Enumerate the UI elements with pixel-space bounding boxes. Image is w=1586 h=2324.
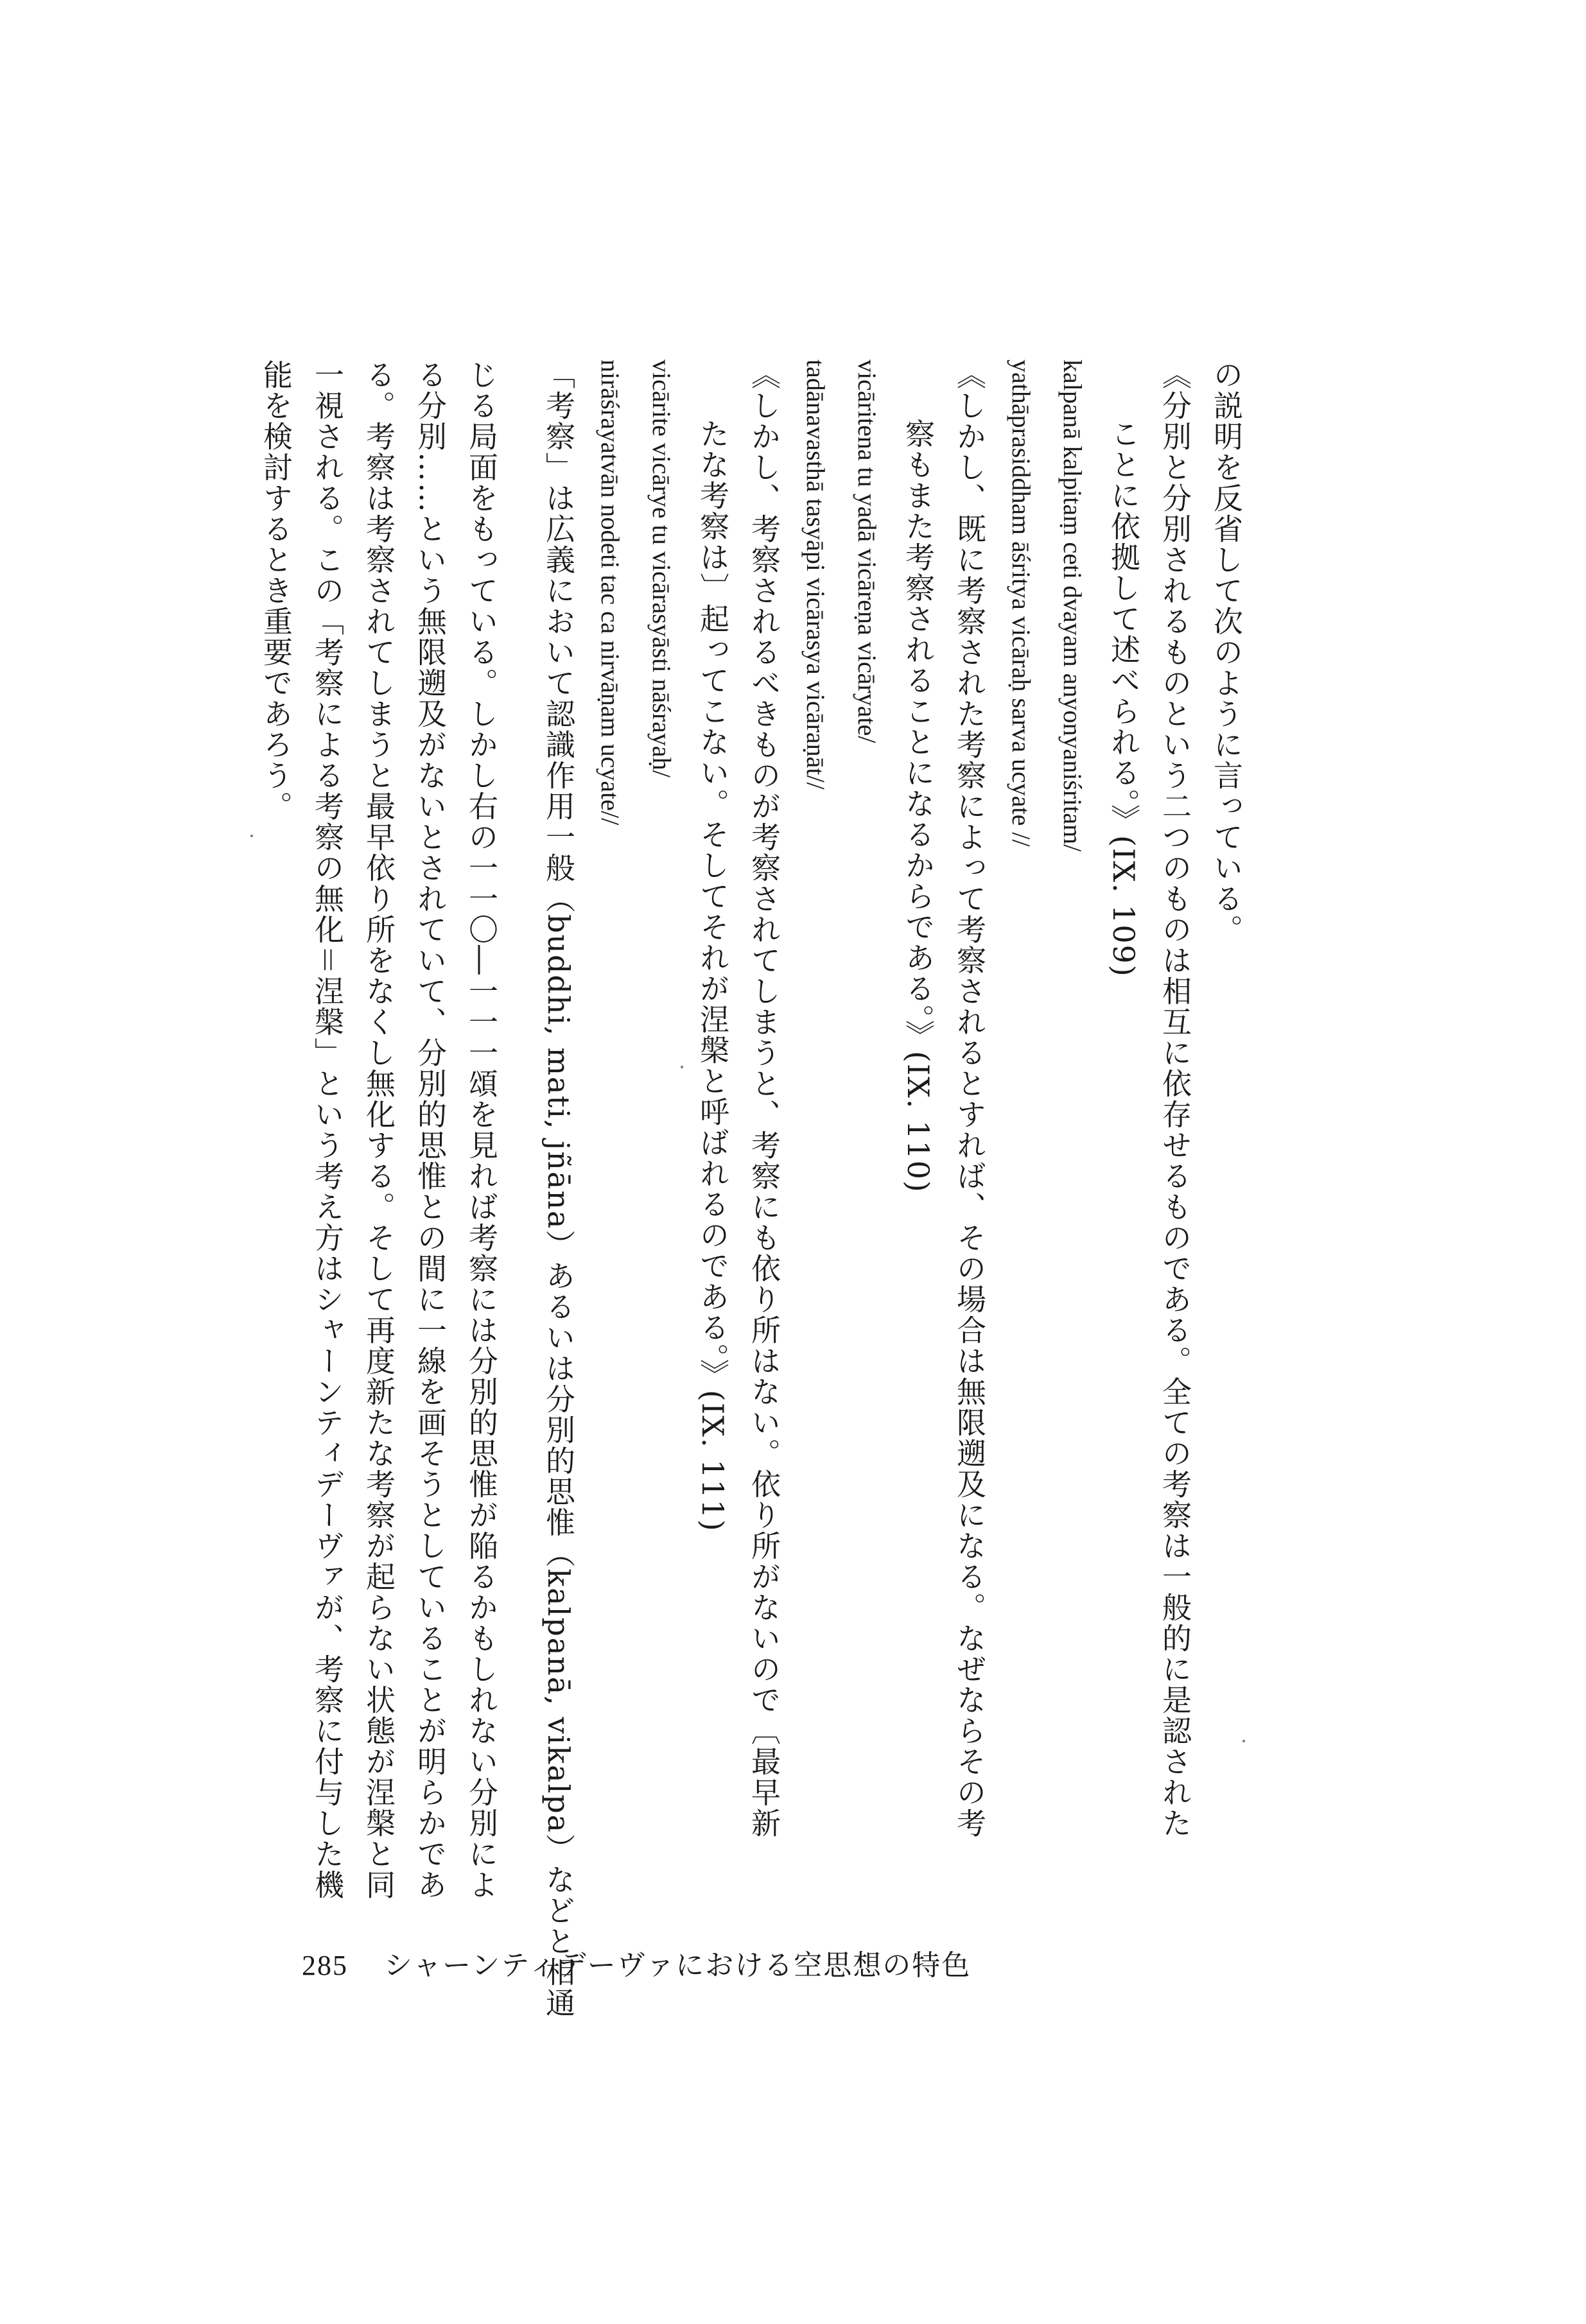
- verse-109-sanskrit-b: yathāprasiddham āśritya vicāraḥ sarva ucyate //: [1007, 360, 1036, 847]
- verse-109-translation: 《分別と分別されるものという二つのものは相互に依存せるものである。全ての考察は一般的に是認された: [1158, 360, 1192, 1839]
- verse-109-translation-cont: ことに依拠して述べられる。》(IX. 109): [1106, 419, 1141, 978]
- paragraph-line-1: 「考察」は広義において認識作用一般（buddhi, mati, jñāna）あるいは分別的思惟（kalpanā, vikalpa）などと相通: [541, 360, 576, 2019]
- verse-111-sanskrit-b: nirāśrayatvān nodeti tac ca nirvāṇam ucyate//: [596, 360, 625, 826]
- verse-111-sanskrit-a: vicārite vicārye tu vicārasyāsti nāśrayaḥ/: [647, 360, 676, 777]
- text-line-1: の説明を反省して次のように言っている。: [1209, 360, 1244, 945]
- paragraph-line-4: る。考察は考察されてしまうと最早依り所をなくし無化する。そして再度新たな考察が起らない状態が涅槃と同: [362, 360, 396, 1900]
- verse-110-translation-cont: 察もまた考察されることになるからである。》(IX. 110): [901, 419, 936, 1193]
- verse-111-translation: 《しかし、考察されるべきものが考察されてしまうと、考察にも依り所はない。依り所がないので〔最早新: [747, 360, 781, 1839]
- scan-speck: [1242, 1740, 1245, 1742]
- page-footer: [302, 1942, 971, 1983]
- verse-109-sanskrit-a: kalpanā kalpitaṃ ceti dvayam anyonyaniśritam/: [1058, 360, 1087, 852]
- verse-110-translation: 《しかし、既に考察された考察によって考察されるとすれば、その場合は無限遡及になる。なぜならその考: [952, 360, 987, 1839]
- paragraph-line-2: じる局面をもっている。しかし右の一一〇―一一一頌を見れば考察には分別的思惟が陥るかもしれない分別によ: [464, 360, 499, 1900]
- page-number: 285: [302, 1950, 348, 1981]
- paragraph-line-6: 能を検討するとき重要であろう。: [259, 360, 293, 822]
- verse-110-sanskrit-b: tadānavasthā tasyāpi vicārasya vicāraṇāt//: [801, 360, 830, 790]
- verse-111-translation-cont: たな考察は〕起ってこない。そしてそれが涅槃と呼ばれるのである。》(IX. 111): [695, 419, 730, 1532]
- paragraph-line-3: る分別……という無限遡及がないとされていて、分別的思惟との間に一線を画そうとしていることが明らかであ: [413, 360, 448, 1900]
- scan-speck: [250, 835, 253, 837]
- running-title: シャーンティデーヴァにおける空思想の特色: [384, 1949, 972, 1982]
- scan-speck: [681, 1066, 683, 1068]
- verse-110-sanskrit-a: vicāritena tu yadā vicāreṇa vicāryate/: [853, 360, 882, 743]
- paragraph-line-5: 一視される。この「考察による考察の無化＝涅槃」という考え方はシャーンティデーヴァが、考察に付与した機: [310, 360, 345, 1900]
